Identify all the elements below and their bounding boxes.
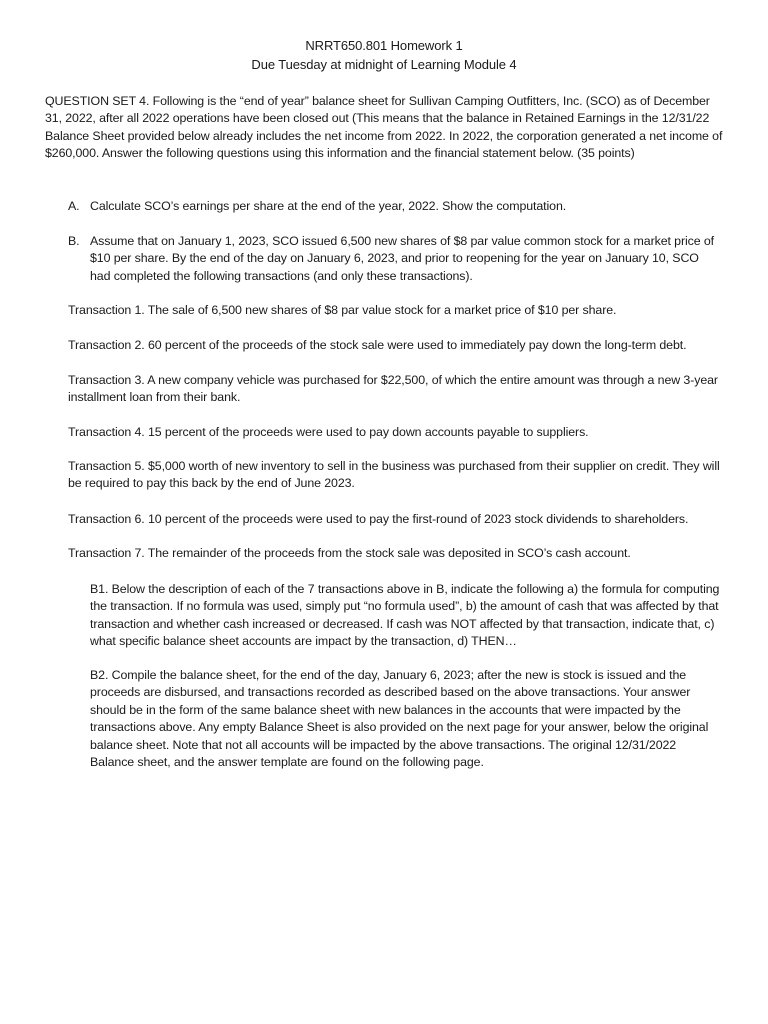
transaction-4: Transaction 4. 15 percent of the proceeds were used to pay down accounts payable to suppliers. (68, 425, 589, 439)
due-date: Due Tuesday at midnight of Learning Module 4 (251, 57, 517, 72)
transaction-5: Transaction 5. $5,000 worth of new inventory to sell in the business was purchased from their supplier on credit. They will be required to pay this back by the end of June 2023. (68, 459, 720, 491)
transaction-3: Transaction 3. A new company vehicle was purchased for $22,500, of which the entire amount was through a new 3-year installment loan from their bank. (68, 373, 718, 405)
subquestion-b2: B2. Compile the balance sheet, for the end of the day, January 6, 2023; after the new is stock is issued and the proceeds are disbursed, and transactions recorded as described based on the above transactions. Your answer should be in the form of the same balance sheet with new balances in the accounts that were impacted by the transactions above. Any empty Balance Sheet is also provided on the next page for your answer, below the original balance sheet. Note that not all accounts will be impacted by the above transactions. The original 12/31/2022 Balance sheet, and the answer template are found on the following page. (90, 668, 709, 770)
transaction-2: Transaction 2. 60 percent of the proceeds of the stock sale were used to immediately pay down the long-term debt. (68, 338, 687, 352)
transaction-7: Transaction 7. The remainder of the proceeds from the stock sale was deposited in SCO’s cash account. (68, 546, 631, 560)
question-b-marker: B. (68, 234, 80, 248)
course-title: NRRT650.801 Homework 1 (305, 38, 463, 53)
question-b-text: Assume that on January 1, 2023, SCO issued 6,500 new shares of $8 par value common stock for a market price of $10 per share. By the end of the day on January 6, 2023, and prior to reopening for the year on January 10, SCO had completed the following transactions (and only these transactions). (90, 234, 715, 283)
question-a-text: Calculate SCO’s earnings per share at the end of the year, 2022. Show the computation. (90, 199, 567, 213)
transaction-6: Transaction 6. 10 percent of the proceeds were used to pay the first-round of 2023 stock dividends to shareholders. (68, 512, 689, 526)
question-set-intro: QUESTION SET 4. Following is the “end of year” balance sheet for Sullivan Camping Outfitters, Inc. (SCO) as of December 31, 2022, after all 2022 operations have been closed out (This means that the balance in Retained Earnings in the 12/31/22 Balance Sheet provided below already includes the net income from 2022. In 2022, the corporation generated a net income of $260,000. Answer the following questions using this information and the financial statement below. (35 points) (45, 94, 723, 161)
question-a-marker: A. (68, 199, 80, 213)
subquestion-b1: B1. Below the description of each of the 7 transactions above in B, indicate the following a) the formula for computing the transaction. If no formula was used, simply put “no formula used”, b) the amount of cash that was affected by that transaction and whether cash increased or decreased. If cash was NOT affected by that transaction, indicate that, c) what specific balance sheet accounts are impact by the transaction, d) THEN… (90, 582, 720, 649)
transaction-1: Transaction 1. The sale of 6,500 new shares of $8 par value stock for a market price of $10 per share. (68, 303, 617, 317)
